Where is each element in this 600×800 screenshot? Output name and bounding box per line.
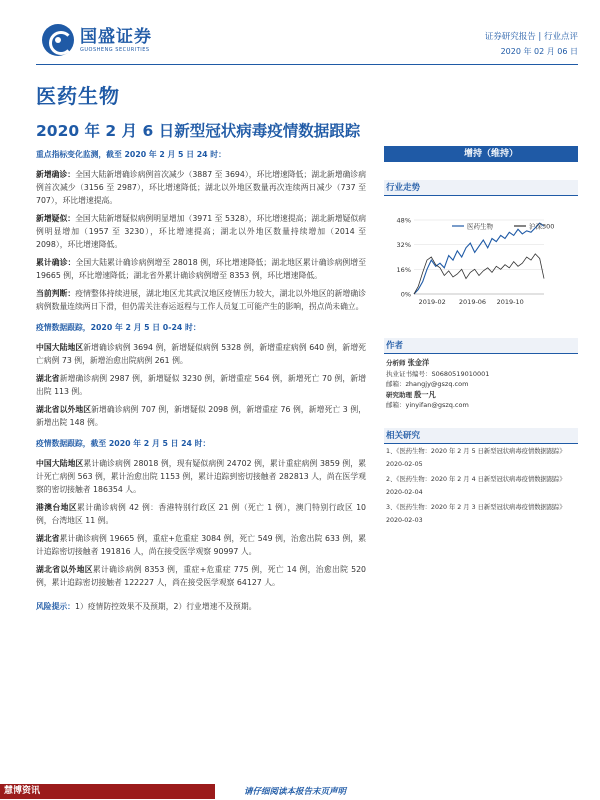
key-paragraph [36,256,366,282]
key-paragraph [36,212,366,251]
paragraph-label: 湖北省 [36,534,60,543]
main-content [36,146,366,615]
cumulative-paragraph [36,457,366,496]
author-name: 张金洋 [407,358,430,367]
key-paragraph [36,287,366,313]
brand-logo [42,20,152,60]
email-address: zhangjy@gszq.com [405,380,469,388]
paragraph-label: 港澳台地区 [36,503,78,512]
paragraph-label: 新增确诊： [36,170,76,179]
footer [0,776,600,800]
paragraph-text: 全国大陆新增疑似病例明显增加（3971 至 5328），环比增速提高；湖北新增疑似病例明显增加（1957 至 3230），环比增速提高；湖北以外地区数量持续增加（2014 至 2098），环比增速降低。 [36,214,366,249]
watermark-stamp: 慧博资讯 [0,784,215,799]
paragraph-text: 新增确诊病例 3694 例，新增疑似病例 5328 例，新增重症病例 640 例，新增死亡病例 73 例，新增治愈出院病例 261 例。 [36,343,366,365]
x-tick-label: 2019-02 [418,298,446,306]
paragraph-label: 中国大陆地区 [36,343,84,352]
key-indicators-heading: 重点指标变化监测，截至 2020 年 2 月 5 日 24 时： [36,150,226,159]
paragraph-text: 累计确诊病例 28018 例，现有疑似病例 24702 例，累计重症病例 3859 例，累计死亡病例 563 例，累计治愈出院 1153 例，累计追踪到密切接触者 282813 人，尚在医学观察的密切接触者 186354 人。 [36,459,366,494]
related-research [386,446,576,530]
author-email [386,400,576,411]
authors-block [386,358,576,411]
cumulative-paragraph [36,563,366,589]
report-type: 证券研究报告 | 行业点评 [484,32,578,42]
header-divider [36,64,578,65]
paragraph-text: 全国大陆新增确诊病例首次减少（3887 至 3694），环比增速降低；湖北新增确诊病例首次减少（3156 至 2987），环比增速降低；湖北以外地区数量再次连续两日减少（737 至 707），环比增速提高。 [36,170,366,205]
legend-label: 沪深300 [529,222,555,231]
cert-label: 执业证书编号： [386,369,432,378]
research-link[interactable]: 2、《医药生物：2020 年 2 月 4 日新型冠状病毒疫情数据跟踪》2020-02-04 [386,476,566,496]
paragraph-label: 湖北省以外地区 [36,565,93,574]
daily-paragraph [36,372,366,398]
cumulative-paragraph [36,501,366,527]
logo-icon [42,24,74,56]
series-line-1 [414,254,544,294]
email-address: yinyifan@gszq.com [405,401,469,409]
paragraph-label: 湖北省以外地区 [36,405,92,414]
report-date: 2020 年 02 月 06 日 [500,47,578,56]
paragraph-text: 新增确诊病例 2987 例，新增疑似 3230 例，新增重症 564 例，新增死亡 70 例，新增出院 113 例。 [36,374,367,396]
paragraph-label: 中国大陆地区 [36,459,84,468]
risk-label: 风险提示： [36,602,75,611]
daily-paragraph [36,403,366,429]
y-tick-label: 0% [400,290,411,299]
paragraph-text: 疫情整体持续进展，湖北地区尤其武汉地区疫情压力较大，湖北以外地区的新增确诊病例数量连续两日下滑，但仍需关注春运返程与工作人员复工可能产生的影响，拐点尚未确立。 [36,289,366,311]
author-cert [386,369,576,380]
email-label: 邮箱： [386,401,406,409]
sector-title: 医药生物 [36,84,120,108]
logo-name: 国盛证券 [80,26,152,47]
y-tick-label: 32% [396,241,411,250]
logo-name-en: GUOSHENG SECURITIES [80,46,150,53]
rating-badge: 增持（维持） [384,146,578,162]
paragraph-label: 新增疑似： [36,214,76,223]
y-tick-label: 16% [396,265,411,274]
cert-number: S0680519010001 [431,369,490,378]
paragraph-text: 累计确诊病例 19665 例，重症+危重症 3084 例，死亡 549 例，治愈出院 633 例，累计追踪密切接触者 191816 人，尚在接受医学观察 90997 人。 [36,534,366,556]
cumulative-data-heading: 疫情数据跟踪，截至 2020 年 2 月 5 日 24 时： [36,439,211,448]
author-analyst [386,358,576,369]
series-line-0 [414,223,544,294]
key-paragraph [36,168,366,207]
paragraph-text: 新增确诊病例 707 例，新增疑似 2098 例，新增重症 76 例，新增死亡 3 例，新增出院 148 例。 [36,405,366,427]
research-link[interactable]: 3、《医药生物：2020 年 2 月 3 日新型冠状病毒疫情数据跟踪》2020-02-03 [386,504,566,524]
daily-data-heading: 疫情数据跟踪，2020 年 2 月 5 日 0-24 时： [36,323,201,332]
paragraph-text: 累计确诊病例 8353 例，重症+危重症 775 例，死亡 14 例，治愈出院 520 例，累计追踪密切接触者 122227 人，尚在接受医学观察 64127 人。 [36,565,366,587]
paragraph-text: 全国大陆累计确诊病例增至 28018 例，环比增速降低；湖北地区累计确诊病例增至 19665 例，环比增速降低；湖北省外累计确诊病例增至 8353 例，环比增速降低。 [36,258,366,280]
legend-label: 医药生物 [467,222,493,231]
authors-heading: 作者 [384,338,578,354]
author-role: 分析师 [386,359,406,367]
paragraph-label: 当前判断： [36,289,76,298]
author-name: 殷一凡 [414,389,436,399]
paragraph-label: 湖北省 [36,374,60,383]
research-link[interactable]: 1、《医药生物：2020 年 2 月 5 日新型冠状病毒疫情数据跟踪》2020-02-05 [386,448,566,468]
trend-chart [384,208,578,318]
y-tick-label: 48% [396,216,411,225]
disclaimer-note: 请仔细阅读本报告末页声明 [244,787,347,797]
risk-warning [36,598,366,615]
cumulative-paragraph [36,532,366,558]
research-heading: 相关研究 [384,428,578,444]
report-title: 2020 年 2 月 6 日新型冠状病毒疫情数据跟踪 [36,122,361,140]
author-role: 研究助理 [386,390,412,399]
paragraph-label: 累计确诊： [36,258,76,267]
author-email [386,379,576,390]
paragraph-text: 累计确诊病例 42 例：香港特别行政区 21 例（死亡 1 例），澳门特别行政区 10 例，台湾地区 11 例。 [36,503,367,525]
trend-heading: 行业走势 [384,180,578,196]
trend-chart-svg [384,208,578,318]
x-tick-label: 2019-10 [496,298,524,306]
email-label: 邮箱： [386,380,406,388]
x-tick-label: 2019-06 [458,298,487,306]
risk-text: 1）疫情防控效果不及预期，2）行业增速不及预期。 [74,602,257,611]
daily-paragraph [36,341,366,367]
author-assistant [386,390,576,401]
